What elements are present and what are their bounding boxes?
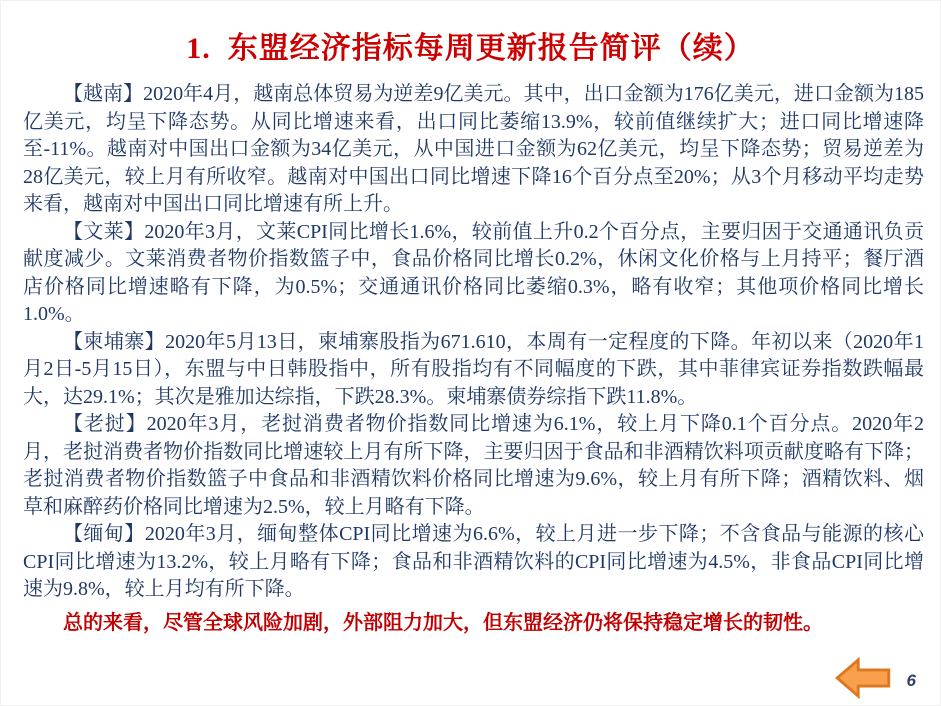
page-number: 6 bbox=[906, 671, 916, 690]
left-arrow-icon bbox=[834, 657, 892, 699]
paragraph-myanmar: 【缅甸】2020年3月，缅甸整体CPI同比增速为6.6%，较上月进一步下降；不含食品与能源的核心CPI同比增速为13.2%，较上月略有下降；食品和非酒精饮料的CPI同比增速为4.5%，非食品CPI同比增速为9.8%，较上月均有所下降。 bbox=[23, 523, 924, 600]
slide-body bbox=[1, 81, 940, 604]
back-arrow-button[interactable] bbox=[834, 657, 892, 699]
paragraph-cambodia: 【柬埔寨】2020年5月13日，柬埔寨股指为671.610，本周有一定程度的下降。年初以来（2020年1月2日-5月15日），东盟与中日韩股指中，所有股指均有不同幅度的下跌，其中菲律宾证券指数跌幅最大，达29.1%；其次是雅加达综指，下跌28.3%。柬埔寨债券综指下跌11.8%。 bbox=[23, 330, 924, 408]
paragraph-brunei: 【文莱】2020年3月，文莱CPI同比增长1.6%，较前值上升0.2个百分点，主要归因于交通通讯负贡献度减少。文莱消费者物价指数篮子中，食品价格同比增长0.2%，休闲文化价格与上月持平；餐厅酒店价格同比增速略有下降，为0.5%；交通通讯价格同比萎缩0.3%，略有收窄；其他项价格同比增长1.0%。 bbox=[23, 220, 924, 325]
paragraph-laos: 【老挝】2020年3月，老挝消费者物价指数同比增速为6.1%，较上月下降0.1个百分点。2020年2月，老挝消费者物价指数同比增速较上月有所下降，主要归因于食品和非酒精饮料项贡献度略有下降；老挝消费者物价指数篮子中食品和非酒精饮料价格同比增速为9.6%，较上月有所下降；酒精饮料、烟草和麻醉药价格同比增速为2.5%，较上月略有下降。 bbox=[23, 413, 924, 518]
slide-title: 1. 东盟经济指标每周更新报告简评（续） bbox=[186, 32, 755, 65]
conclusion-text: 总的来看，尽管全球风险加剧，外部阻力加大，但东盟经济仍将保持稳定增长的韧性。 bbox=[63, 611, 823, 634]
paragraph-vietnam: 【越南】2020年4月，越南总体贸易为逆差9亿美元。其中，出口金额为176亿美元，进口金额为185亿美元，均呈下降态势。从同比增速来看，出口同比萎缩13.9%，较前值继续扩大；进口同比增速降至-11%。越南对中国出口金额为34亿美元，从中国进口金额为62亿美元，均呈下降态势；贸易逆差为28亿美元，较上月有所收窄。越南对中国出口同比增速下降16个百分点至20%；从3个月移动平均走势来看，越南对中国出口同比增速有所上升。 bbox=[23, 83, 924, 215]
